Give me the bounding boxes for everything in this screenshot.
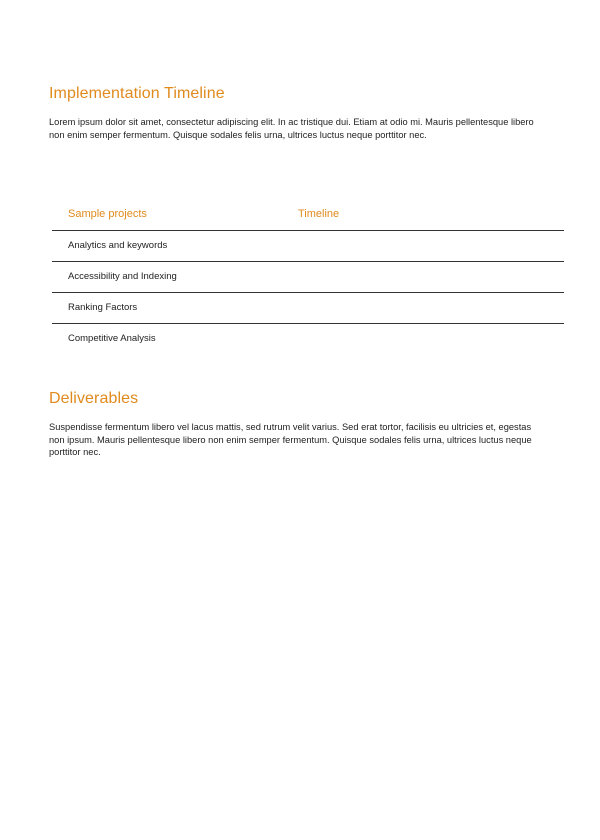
implementation-timeline-paragraph: Lorem ipsum dolor sit amet, consectetur adipiscing elit. In ac tristique dui. Etiam at odio mi. Mauris pellentesque libero non enim semper fermentum. Quisque sodales felis urna, ultrices luctus neque porttitor nec. <box>49 117 534 140</box>
table-cell-project: Analytics and keywords <box>68 240 168 251</box>
table-header-timeline: Timeline <box>298 208 340 220</box>
table-cell-project: Accessibility and Indexing <box>68 271 177 282</box>
table-header-row <box>52 202 564 231</box>
table-row <box>52 324 564 354</box>
table-row <box>52 262 564 293</box>
projects-table <box>52 202 564 354</box>
implementation-timeline-heading: Implementation Timeline <box>49 85 225 102</box>
table-row <box>52 231 564 262</box>
table-cell-project: Ranking Factors <box>68 302 138 313</box>
table-header-sample-projects: Sample projects <box>68 208 147 220</box>
table-cell-project: Competitive Analysis <box>68 333 156 344</box>
deliverables-paragraph: Suspendisse fermentum libero vel lacus mattis, sed rutrum velit varius. Sed erat tortor, facilisis eu ultricies et, egestas non ipsum. Mauris pellentesque libero non enim semper fermentum. Quisque sodales felis urna, ultrices luctus neque porttitor nec. <box>49 422 532 458</box>
table-row <box>52 293 564 324</box>
deliverables-heading: Deliverables <box>49 390 139 407</box>
